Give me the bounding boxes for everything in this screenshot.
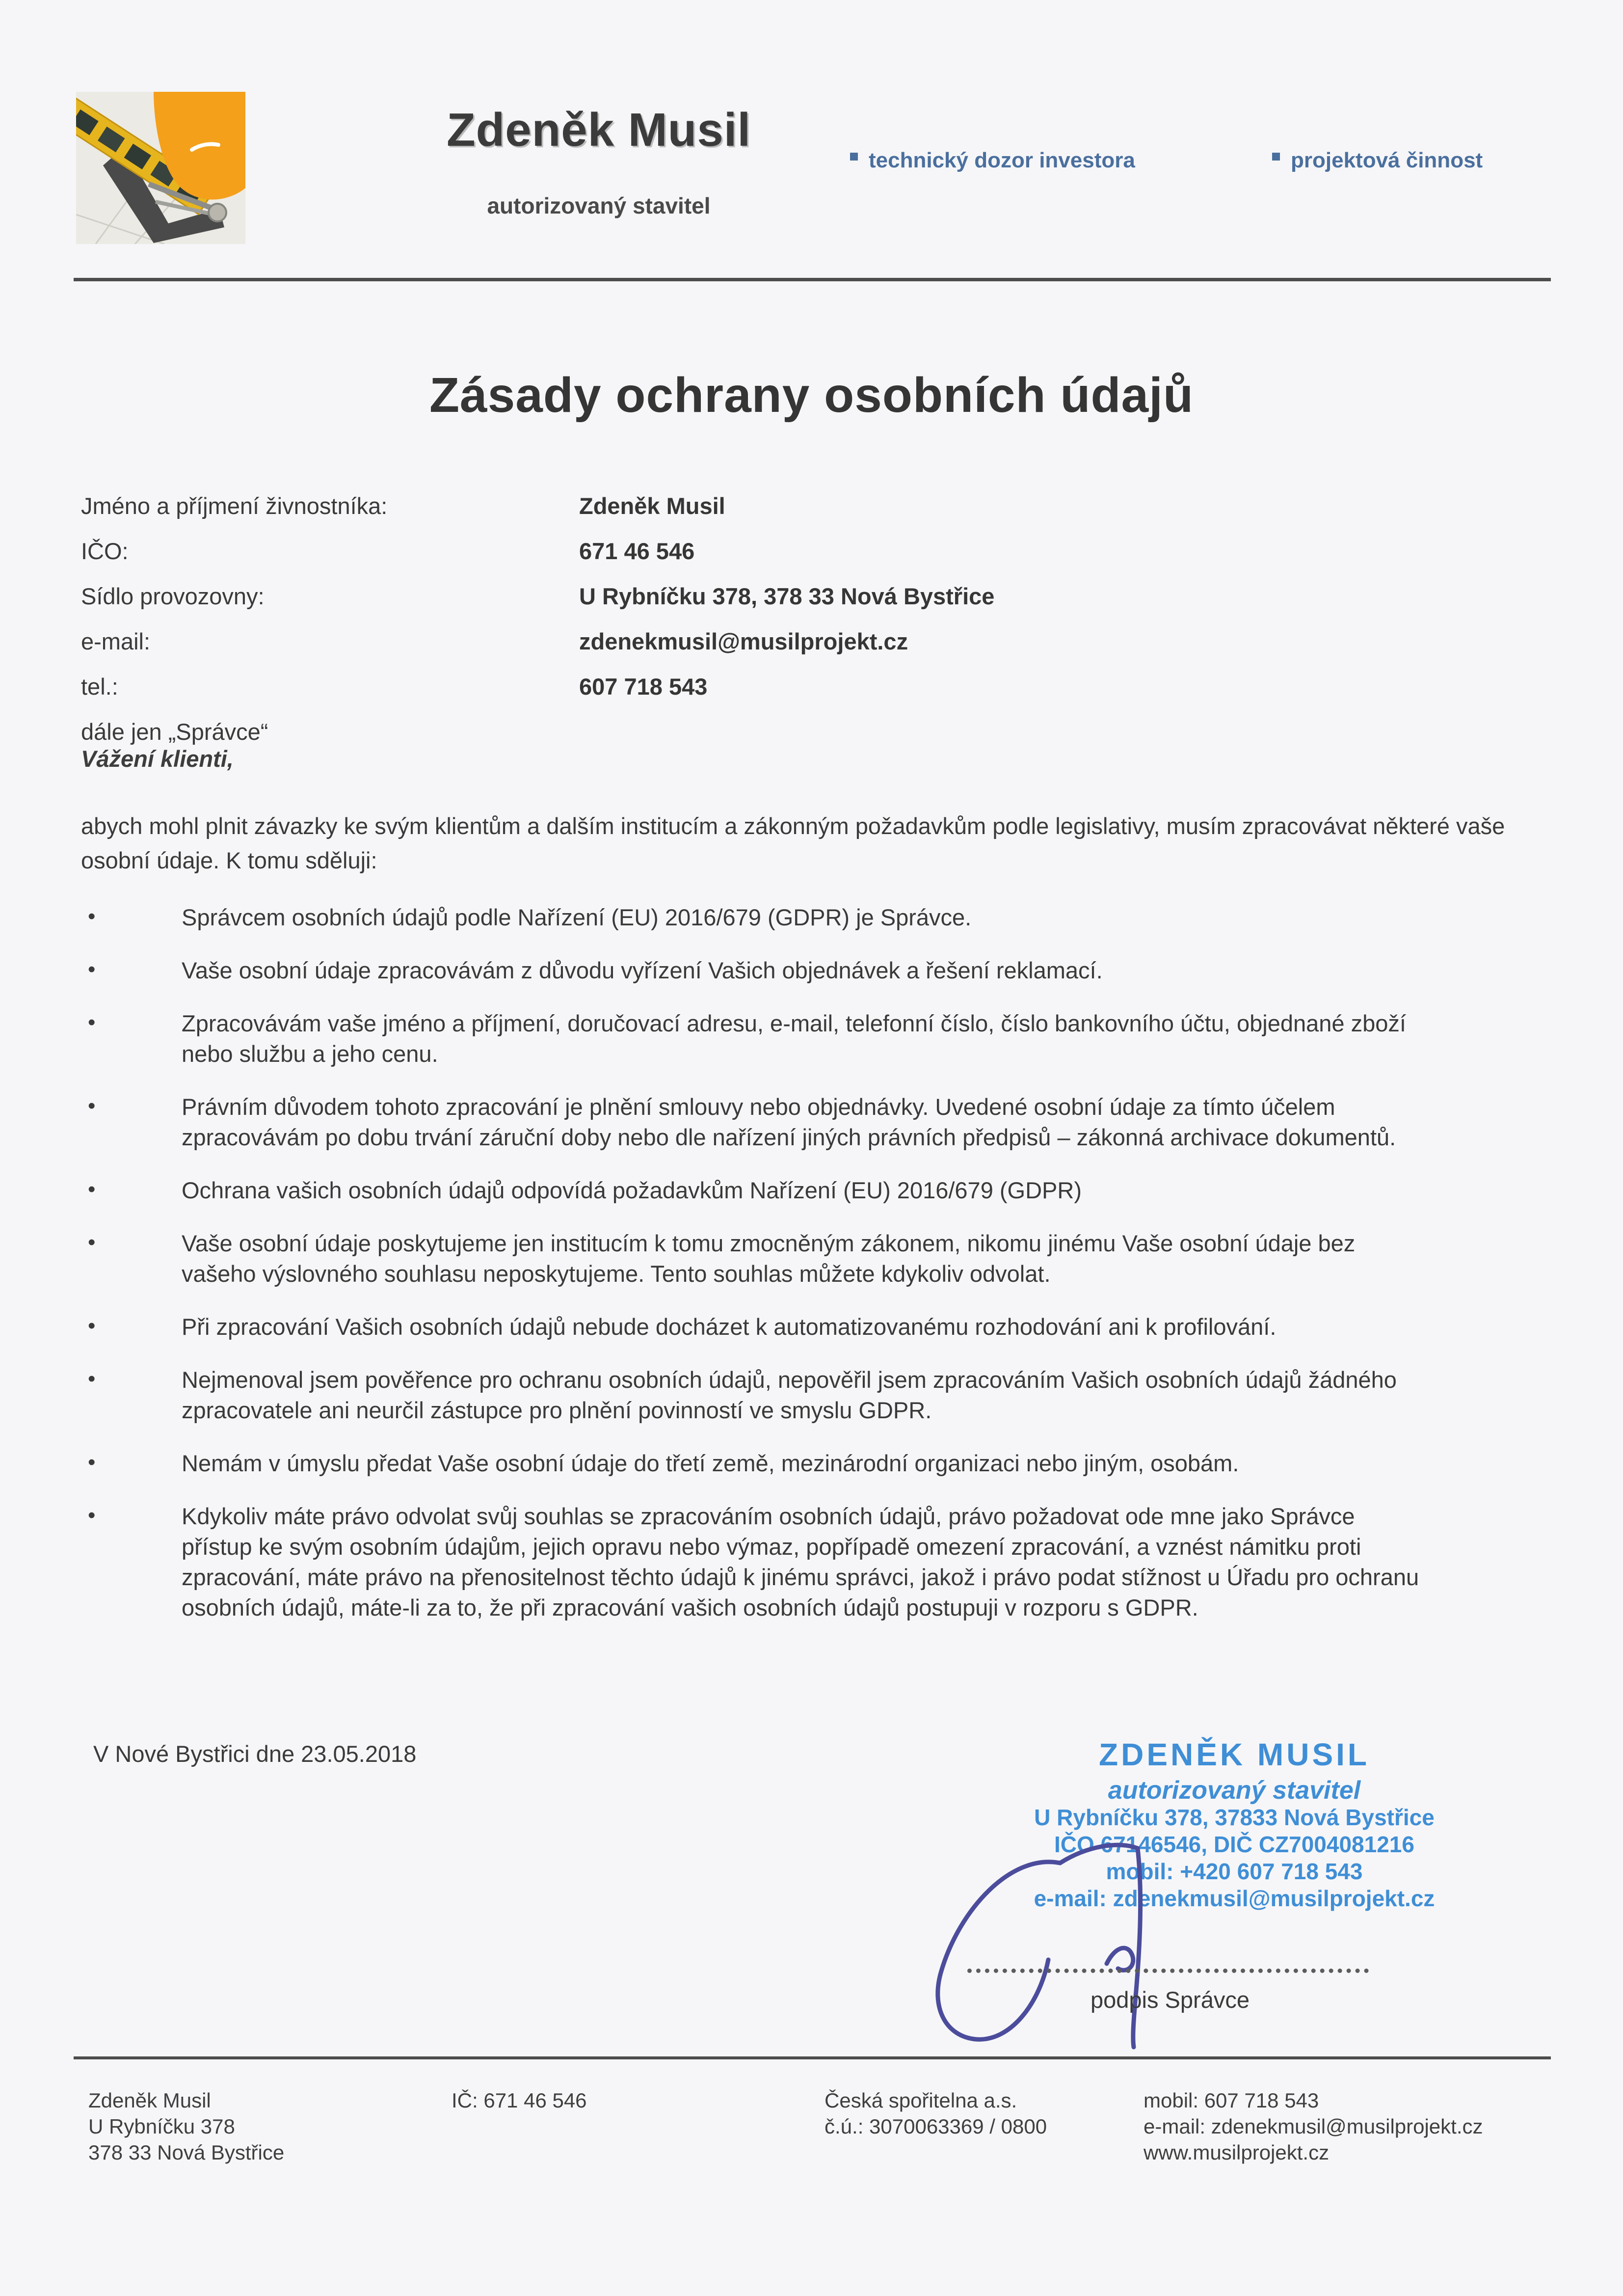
info-label: IČO:: [81, 538, 129, 564]
signature-dotted-line: [967, 1969, 1369, 1973]
stamp-ico-dic: IČO 67146546, DIČ CZ7004081216: [1054, 1832, 1414, 1857]
footer-bank-column: [825, 2087, 1047, 2139]
list-item: • Vaše osobní údaje zpracovávám z důvodu vyřízení Vašich objednávek a řešení reklamací.: [81, 955, 1426, 986]
info-value: zdenekmusil@musilprojekt.cz: [579, 628, 908, 654]
info-label: tel.:: [81, 674, 118, 700]
company-subtitle: autorizovaný stavitel: [487, 193, 711, 218]
service-item-technical-supervision: [850, 148, 1135, 173]
place-and-date: V Nové Bystřici dne 23.05.2018: [93, 1741, 417, 1767]
info-value: U Rybníčku 378, 378 33 Nová Bystřice: [579, 583, 995, 609]
list-item: • Správcem osobních údajů podle Nařízení (EU) 2016/679 (GDPR) je Správce.: [81, 902, 1426, 933]
list-item: • Vaše osobní údaje poskytujeme jen institucím k tomu zmocněným zákonem, nikomu jinému Vaše osobní údaje bez vašeho výslovného souhlasu neposkytujeme. Tento souhlas můžete kdykoliv odvolat.: [81, 1228, 1426, 1289]
footer-line: Zdeněk Musil: [88, 2089, 211, 2112]
footer-line: 378 33 Nová Bystřice: [88, 2141, 285, 2164]
company-name: Zdeněk Musil: [446, 104, 751, 156]
list-item: • Zpracovávám vaše jméno a příjmení, doručovací adresu, e-mail, telefonní číslo, číslo bankovního účtu, objednané zboží nebo službu a jeho cenu.: [81, 1008, 1426, 1069]
intro-paragraph: abych mohl plnit závazky ke svým klientům a dalším institucím a zákonným požadavkům podle legislativy, musím zpracovávat některé vaše osobní údaje. K tomu sděluji:: [81, 813, 1505, 873]
info-row: [81, 619, 994, 664]
footer-line: U Rybníčku 378: [88, 2115, 235, 2138]
stamp-subtitle: autorizovaný stavitel: [1108, 1776, 1361, 1805]
stamp-mobile: mobil: +420 607 718 543: [1106, 1859, 1363, 1884]
info-row: [81, 484, 994, 529]
list-item: • Nemám v úmyslu předat Vaše osobní údaje do třetí země, mezinárodní organizaci nebo jiným, osobám.: [81, 1448, 1426, 1479]
list-item: • Při zpracování Vašich osobních údajů nebude docházet k automatizovanému rozhodování ani k profilování.: [81, 1312, 1426, 1342]
square-bullet-icon: [1272, 153, 1280, 161]
administrator-info-block: [81, 484, 994, 755]
service-label: projektová činnost: [1291, 148, 1483, 172]
footer-address-column: [88, 2087, 284, 2165]
footer-line: e-mail: zdenekmusil@musilprojekt.cz: [1144, 2115, 1483, 2138]
header-divider-line: [74, 278, 1551, 281]
info-value: 607 718 543: [579, 674, 708, 700]
footer-line: Česká spořitelna a.s.: [825, 2089, 1017, 2112]
footer-line: IČ: 671 46 546: [452, 2089, 587, 2112]
footer-line: č.ú.: 3070063369 / 0800: [825, 2115, 1047, 2138]
info-row: [81, 529, 994, 574]
gdpr-bullet-list: [81, 902, 1426, 1646]
info-value: Zdeněk Musil: [579, 493, 725, 519]
signature-caption: podpis Správce: [1091, 1987, 1250, 2013]
list-item: • Právním důvodem tohoto zpracování je plnění smlouvy nebo objednávky. Uvedené osobní údaje za tímto účelem zpracovávám po dobu trvání záruční doby nebo dle nařízení jiných právních předpisů – zákonná archivace dokumentů.: [81, 1092, 1426, 1153]
info-value: 671 46 546: [579, 538, 695, 564]
list-item: • Ochrana vašich osobních údajů odpovídá požadavkům Nařízení (EU) 2016/679 (GDPR): [81, 1175, 1426, 1206]
list-item: • Nejmenoval jsem pověřence pro ochranu osobních údajů, nepověřil jsem zpracováním Vašich osobních údajů žádného zpracovatele ani neurčil zástupce pro plnění povinností ve smyslu GDPR.: [81, 1365, 1426, 1426]
info-row: [81, 664, 994, 709]
info-row: [81, 574, 994, 619]
list-item: • Kdykoliv máte právo odvolat svůj souhlas se zpracováním osobních údajů, právo požadovat ode mne jako Správce přístup ke svým osobním údajům, jejich opravu nebo výmaz, popřípadě omezení zpracování, a vznést námitku proti zpracování, máte právo na přenositelnost těchto údajů k jinému správci, jakož i právo podat stížnost u Úřadu pro ochranu osobních údajů, máte-li za to, že při zpracování vašich osobních údajů postupuji v rozporu s GDPR.: [81, 1501, 1426, 1623]
info-label: e-mail:: [81, 628, 151, 654]
handwritten-signature: [913, 1826, 1188, 2057]
stamp-name: ZDENĚK MUSIL: [1099, 1737, 1370, 1772]
document-title: Zásady ochrany osobních údajů: [429, 368, 1194, 423]
service-item-project-activity: [1272, 148, 1483, 173]
stamp-email: e-mail: zdenekmusil@musilprojekt.cz: [1034, 1886, 1435, 1911]
company-logo-image: [76, 92, 245, 244]
info-label: Jméno a příjmení živnostníka:: [81, 493, 388, 519]
footer-contact-column: [1144, 2087, 1483, 2165]
stamp-address: U Rybníčku 378, 37833 Nová Bystřice: [1034, 1805, 1435, 1830]
footer-ic-column: [452, 2087, 587, 2113]
footer-line: www.musilprojekt.cz: [1144, 2141, 1330, 2164]
square-bullet-icon: [850, 153, 858, 161]
footer-divider-line: [74, 2056, 1551, 2059]
salutation: Vážení klienti,: [81, 746, 234, 772]
service-label: technický dozor investora: [869, 148, 1135, 172]
footer-line: mobil: 607 718 543: [1144, 2089, 1319, 2112]
info-label: Sídlo provozovny:: [81, 583, 265, 609]
info-label: dále jen „Správce“: [81, 719, 268, 745]
